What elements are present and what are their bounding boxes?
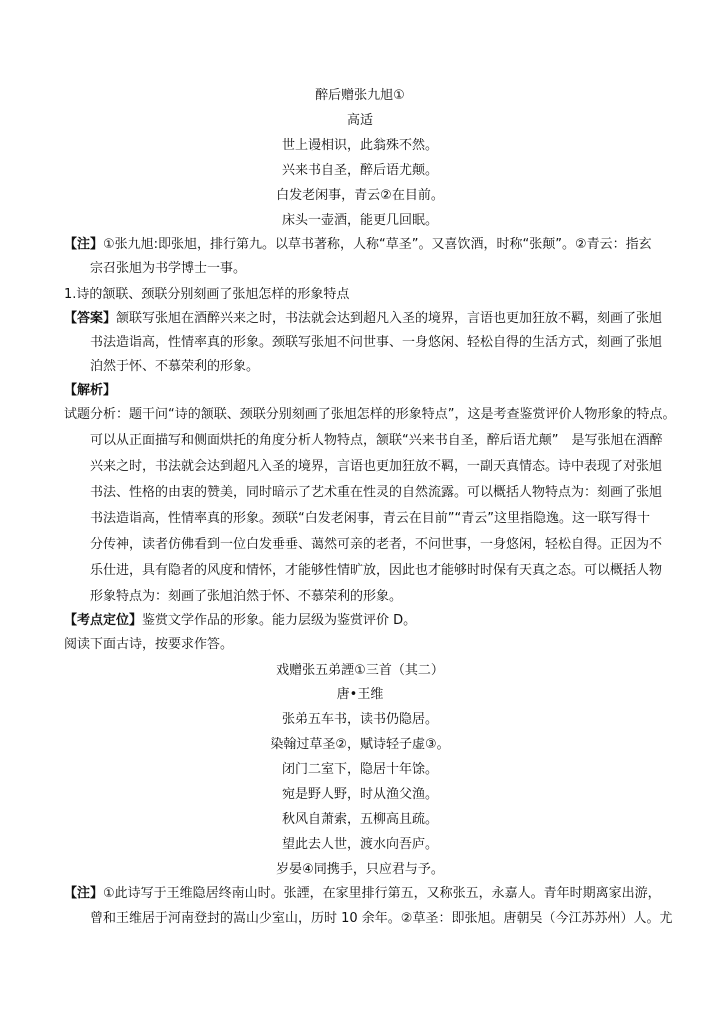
instruction: 阅读下面古诗，按要求作答。	[64, 637, 234, 652]
analysis-line: 书法、性格的由衷的赞美，同时暗示了艺术重在性灵的自然流露。可以概括人物特点为：刻画了张旭	[90, 485, 663, 500]
poem1-title: 醉后赠张九旭①	[315, 88, 405, 103]
analysis-line: 兴来之时，书法就会达到超凡入圣的境界，言语也更加狂放不羁，一副天真情态。诗中表现了对张旭	[90, 459, 663, 474]
analysis-line: 分传神，读者仿佛看到一位白发垂垂、蔼然可亲的老者，不问世事，一身悠闲，轻松自得。正因为不	[90, 537, 663, 552]
analysis-line: 形象特点为：刻画了张旭泊然于怀、不慕荣利的形象。	[90, 589, 403, 604]
poem2-note	[64, 885, 661, 903]
poem2-line: 岁晏④同携手，只应君与予。	[276, 862, 444, 877]
kaodian-text: 鉴赏文学作品的形象。能力层级为鉴赏评价 D。	[142, 613, 417, 628]
kaodian-label: 【考点定位】	[64, 613, 143, 628]
poem1-line: 世上谩相识，此翁殊不然。	[281, 138, 438, 153]
note-label: 【注】	[64, 237, 104, 252]
kaodian	[64, 612, 416, 630]
analysis-line: 可以从正面描写和侧面烘托的角度分析人物特点，颔联“兴来书自圣，醉后语尤颠” 是写张旭在酒醉	[90, 433, 663, 448]
poem2-title: 戏赠张五弟諲①三首（其二）	[276, 663, 444, 678]
note-label: 【注】	[64, 886, 104, 901]
poem1-note	[64, 236, 652, 254]
note-text: ①此诗写于王维隐居终南山时。张諲，在家里排行第五，又称张五，永嘉人。青年时期离家出游，	[103, 886, 661, 901]
poem2-line: 闭门二室下，隐居十年馀。	[281, 762, 438, 777]
poem2-line: 张弟五车书，读书仍隐居。	[281, 712, 438, 727]
note-text: ①张九旭:即张旭，排行第九。以草书著称，人称“草圣”。又喜饮酒，时称“张颠”。②青云：指玄	[103, 237, 652, 252]
poem2-note-cont: 曾和王维居于河南登封的嵩山少室山，历时 10 余年。②草圣：即张旭。唐朝吴（今江苏苏州）人。尤	[90, 911, 673, 926]
analysis-line: 书法造诣高，性情率真的形象。颈联“白发老闲事，青云在目前”“青云”这里指隐逸。这一联写得十	[90, 511, 650, 526]
poem2-line: 秋风自萧索，五柳高且疏。	[281, 812, 438, 827]
poem1-author: 高适	[346, 113, 373, 128]
answer-label: 【答案】	[64, 311, 117, 326]
poem2-author: 唐•王维	[336, 687, 384, 702]
poem1-line: 兴来书自圣，醉后语尤颠。	[281, 163, 438, 178]
analysis-line: 试题分析：题干问“诗的颔联、颈联分别刻画了张旭怎样的形象特点”，这是考查鉴赏评价人物形象的特点。	[64, 407, 676, 422]
poem1-note-cont: 宗召张旭为书学博士一事。	[90, 261, 247, 276]
poem2-line: 望此去人世，渡水向吾庐。	[281, 837, 438, 852]
answer-cont: 书法造诣高，性情率真的形象。颈联写张旭不问世事、一身悠闲、轻松自得的生活方式，刻画了张旭	[90, 335, 663, 350]
poem1-line: 白发老闲事，青云②在目前。	[276, 188, 444, 203]
poem2-line: 染翰过草圣②，赋诗轻子虚③。	[270, 737, 450, 752]
poem2-line: 宛是野人野，时从渔父渔。	[281, 787, 438, 802]
question-1: 1.诗的颔联、颈联分别刻画了张旭怎样的形象特点	[64, 287, 350, 302]
analysis-line: 乐仕进，具有隐者的风度和情怀，才能够性情旷放，因此也才能够时时保有天真之态。可以概括人物	[90, 563, 663, 578]
answer-text: 颔联写张旭在酒醉兴来之时，书法就会达到超凡入圣的境界，言语也更加狂放不羁，刻画了张旭	[116, 311, 663, 326]
analysis-label: 【解析】	[64, 383, 117, 398]
answer-cont: 泊然于怀、不慕荣利的形象。	[90, 359, 260, 374]
poem1-line: 床头一壶酒，能更几回眠。	[281, 213, 438, 228]
answer	[64, 310, 662, 328]
